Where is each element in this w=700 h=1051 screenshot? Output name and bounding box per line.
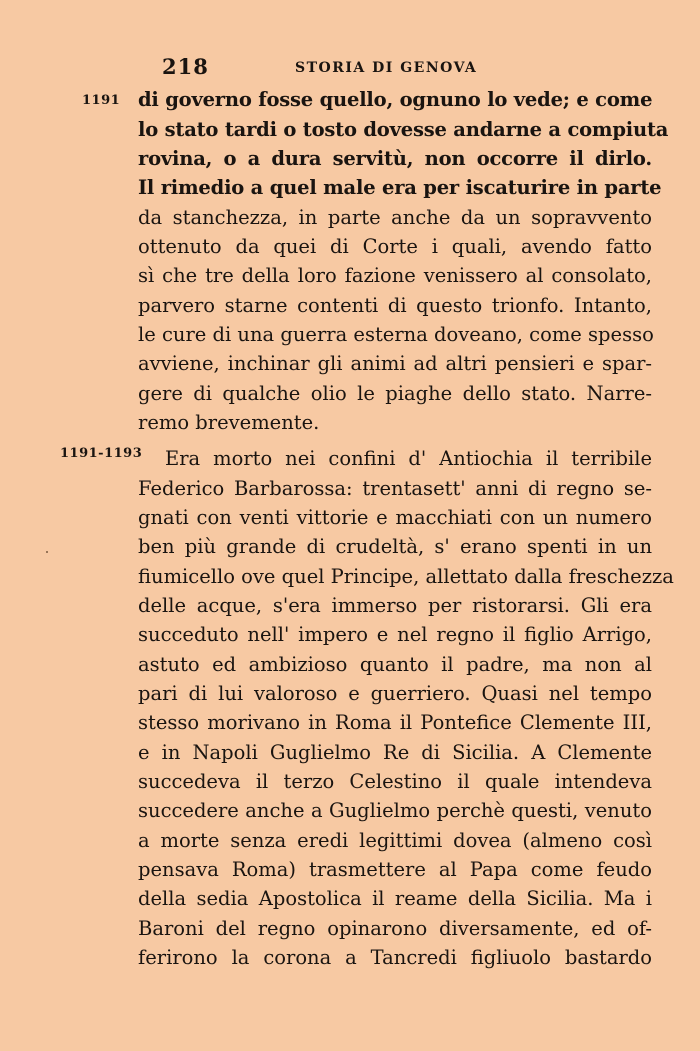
text-line: Baroni del regno opinarono diversamente, ed of-: [138, 917, 652, 940]
text-line: Era morto nei confini d' Antiochia il terribile: [165, 447, 652, 470]
text-line: della sedia Apostolica il reame della Sicilia. Ma i: [138, 887, 652, 910]
margin-year-1191-1193: 1191-1193: [60, 446, 143, 461]
text-line: di governo fosse quello, ognuno lo vede; e come: [138, 88, 653, 111]
ink-speck: [46, 551, 48, 553]
text-line: pari di lui valoroso e guerriero. Quasi nel tempo: [138, 682, 652, 705]
text-line: a morte senza eredi legittimi dovea (almeno così: [138, 829, 652, 852]
text-line: avviene, inchinar gli animi ad altri pensieri e spar-: [138, 352, 652, 375]
text-line: Il rimedio a quel male era per iscaturire in parte: [138, 176, 662, 199]
text-line: delle acque, s'era immerso per ristorarsi. Gli era: [138, 594, 652, 617]
text-line: Federico Barbarossa: trentasett' anni di regno se-: [138, 477, 652, 500]
running-title: STORIA DI GENOVA: [295, 60, 478, 76]
text-line: gere di qualche olio le piaghe dello stato. Narre-: [138, 382, 652, 405]
text-line: remo brevemente.: [138, 411, 320, 434]
text-line: fiumicello ove quel Principe, allettato dalla freschezza: [138, 565, 674, 588]
text-line: succedeva il terzo Celestino il quale intendeva: [138, 770, 652, 793]
text-line: pensava Roma) trasmettere al Papa come feudo: [138, 858, 652, 881]
text-line: ottenuto da quei di Corte i quali, avendo fatto: [138, 235, 652, 258]
text-line: gnati con venti vittorie e macchiati con un numero: [138, 506, 652, 529]
text-line: succeduto nell' impero e nel regno il figlio Arrigo,: [138, 623, 652, 646]
text-line: astuto ed ambizioso quanto il padre, ma non al: [138, 653, 652, 676]
text-line: ferirono la corona a Tancredi figliuolo bastardo: [138, 946, 652, 969]
text-line: ben più grande di crudeltà, s' erano spenti in un: [138, 535, 652, 558]
text-line: rovina, o a dura servitù, non occorre il dirlo.: [138, 147, 652, 170]
running-header: [0, 54, 700, 84]
text-line: stesso morivano in Roma il Pontefice Clemente III,: [138, 711, 652, 734]
text-line: lo stato tardi o tosto dovesse andarne a compiuta: [138, 118, 669, 141]
text-line: sì che tre della loro fazione venissero al consolato,: [138, 264, 652, 287]
margin-year-1191: 1191: [82, 93, 121, 108]
text-line: le cure di una guerra esterna doveano, come spesso: [138, 323, 654, 346]
text-line: parvero starne contenti di questo trionfo. Intanto,: [138, 294, 652, 317]
text-line: da stanchezza, in parte anche da un sopravvento: [138, 206, 652, 229]
text-line: succedere anche a Guglielmo perchè questi, venuto: [138, 799, 652, 822]
page-number: 218: [162, 54, 209, 79]
text-line: e in Napoli Guglielmo Re di Sicilia. A Clemente: [138, 741, 652, 764]
